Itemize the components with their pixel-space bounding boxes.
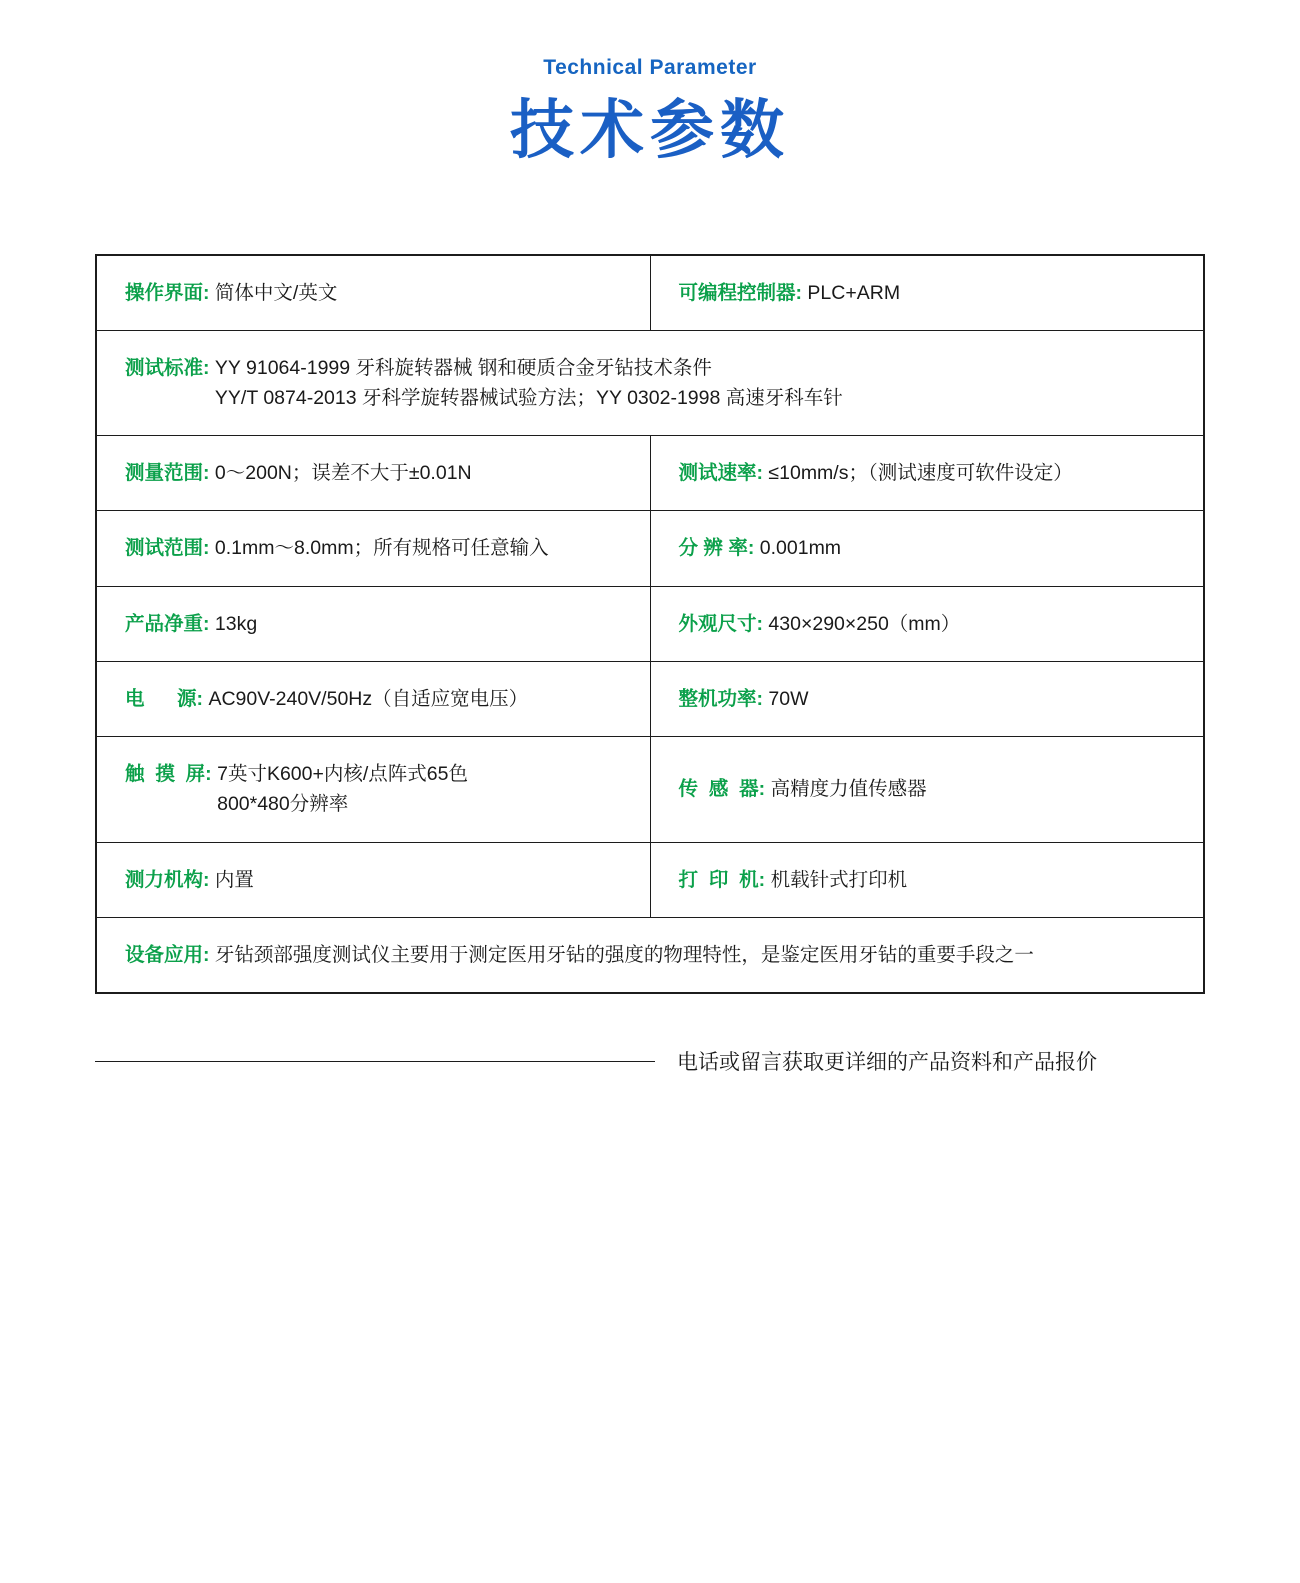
spec-label: 测试范围:	[125, 537, 210, 560]
spec-cell-test-range	[96, 511, 650, 586]
spec-cell-resolution	[650, 511, 1204, 586]
spec-label: 分 辨 率:	[678, 537, 755, 560]
footer	[95, 1046, 1205, 1076]
spec-label: 产品净重:	[125, 612, 210, 635]
spec-value: 70W	[768, 687, 809, 710]
spec-label: 测量范围:	[125, 462, 210, 485]
spec-value	[217, 759, 468, 819]
spec-label: 外观尺寸:	[678, 612, 763, 635]
spec-cell-application	[96, 917, 1204, 993]
footer-note: 电话或留言获取更详细的产品资料和产品报价	[677, 1051, 1097, 1074]
spec-cell-operation-interface	[96, 255, 650, 331]
spec-label: 测试速率:	[678, 462, 763, 485]
spec-value: AC90V-240V/50Hz（自适应宽电压）	[208, 687, 529, 710]
table-row	[96, 586, 1204, 661]
page-title: 技术参数	[510, 94, 790, 166]
spec-cell-sensor	[650, 737, 1204, 842]
spec-value-line-1: 7英寸K600+内核/点阵式65色	[217, 763, 468, 786]
english-title: Technical Parameter	[543, 56, 757, 79]
spec-value: 0.1mm～8.0mm；所有规格可任意输入	[214, 537, 549, 560]
spec-value: 13kg	[214, 612, 258, 635]
spec-label: 整机功率:	[678, 687, 763, 710]
spec-cell-total-power	[650, 661, 1204, 736]
spec-value: 内置	[214, 868, 254, 891]
spec-value: 0.001mm	[759, 537, 842, 560]
specification-table	[95, 254, 1205, 994]
spec-value: ≤10mm/s；（测试速度可软件设定）	[768, 462, 1073, 485]
table-row	[96, 255, 1204, 331]
spec-label: 测力机构:	[125, 868, 210, 891]
spec-cell-test-speed	[650, 436, 1204, 511]
spec-cell-power-supply	[96, 661, 650, 736]
spec-label: 可编程控制器:	[678, 281, 802, 304]
spec-value: 机载针式打印机	[770, 868, 908, 891]
spec-value	[215, 353, 843, 413]
spec-value-line-2: 800*480分辨率	[217, 793, 349, 816]
spec-cell-measuring-range	[96, 436, 650, 511]
spec-value: PLC+ARM	[807, 281, 901, 304]
spec-value: 0～200N；误差不大于±0.01N	[214, 462, 472, 485]
spec-label: 设备应用:	[125, 943, 210, 966]
spec-cell-test-standard	[96, 330, 1204, 435]
table-row	[96, 330, 1204, 435]
spec-value: 牙钻颈部强度测试仪主要用于测定医用牙钻的强度的物理特性，是鉴定医用牙钻的重要手段之一	[214, 943, 1034, 966]
spec-cell-net-weight	[96, 586, 650, 661]
spec-value-line-2: YY/T 0874-2013 牙科学旋转器械试验方法；YY 0302-1998 高速牙科车针	[214, 387, 843, 410]
spec-cell-touch-screen	[96, 737, 650, 842]
spec-label: 电 源:	[125, 687, 204, 710]
spec-label: 打 印 机:	[678, 868, 766, 891]
spec-value: 简体中文/英文	[214, 281, 338, 304]
footer-divider	[95, 1061, 655, 1062]
table-row	[96, 436, 1204, 511]
spec-label: 操作界面:	[125, 281, 210, 304]
table-row	[96, 661, 1204, 736]
spec-value: 430×290×250（mm）	[768, 612, 961, 635]
table-row	[96, 511, 1204, 586]
spec-value-line-1: YY 91064-1999 牙科旋转器械 钢和硬质合金牙钻技术条件	[214, 356, 712, 379]
spec-cell-printer	[650, 842, 1204, 917]
spec-cell-plc-controller	[650, 255, 1204, 331]
spec-cell-force-mechanism	[96, 842, 650, 917]
spec-label: 测试标准:	[125, 356, 210, 379]
table-row	[96, 737, 1204, 842]
spec-label: 触 摸 屏:	[125, 763, 212, 786]
spec-label: 传 感 器:	[678, 778, 766, 801]
table-row	[96, 842, 1204, 917]
spec-cell-dimensions	[650, 586, 1204, 661]
page-header	[0, 0, 1300, 168]
spec-value: 高精度力值传感器	[770, 778, 927, 801]
table-row	[96, 917, 1204, 993]
